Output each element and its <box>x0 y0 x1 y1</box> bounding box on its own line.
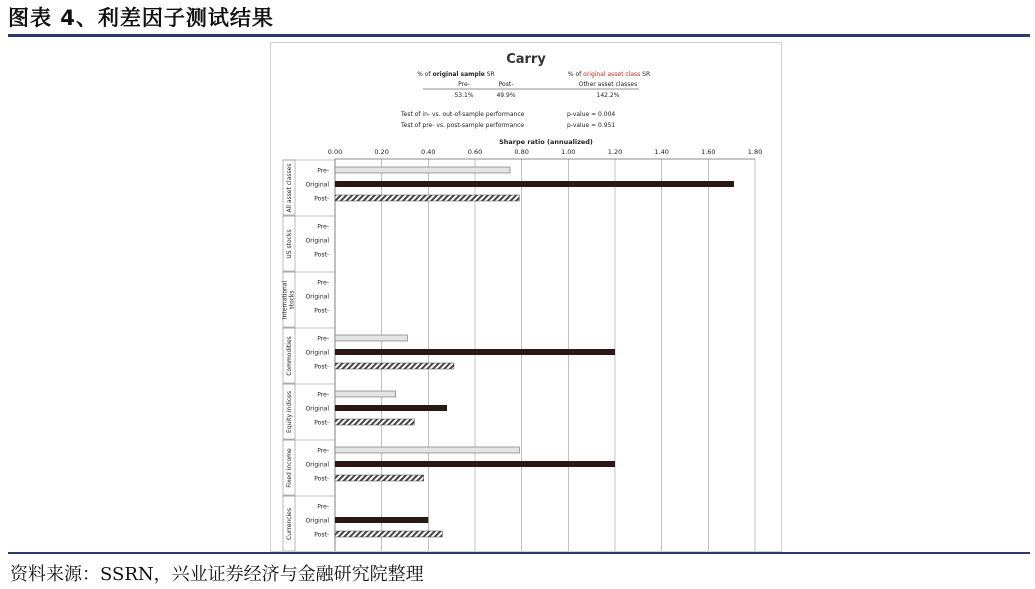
bar-original <box>335 349 615 355</box>
stats-col-post: Post- <box>498 81 514 88</box>
row-label: Post- <box>314 531 329 539</box>
test-label-2: Test of pre- vs. post-sample performance <box>401 122 525 129</box>
x-tick-label: 1.20 <box>607 148 623 156</box>
bar-original <box>335 461 615 467</box>
test-label-1: Test of in- vs. out-of-sample performance <box>401 111 525 118</box>
stats-right-heading: % of original asset class SR <box>567 71 651 78</box>
bar-pre <box>335 447 519 453</box>
x-tick-label: 1.60 <box>701 148 716 156</box>
x-tick-label: 1.00 <box>561 148 576 156</box>
row-label: Post- <box>314 363 329 371</box>
row-label: Pre- <box>317 447 329 455</box>
x-axis-label: Sharpe ratio (annualized) <box>499 138 593 146</box>
row-label: Original <box>305 181 329 189</box>
stats-left-heading: % of original sample SR <box>417 71 495 78</box>
x-tick-label: 0.20 <box>374 148 389 156</box>
row-label: Original <box>305 349 329 357</box>
stats-val-post: 49.9% <box>496 92 516 99</box>
group-label: Internationalstocks <box>281 280 296 320</box>
x-tick-label: 0.00 <box>327 148 343 156</box>
stats-table <box>417 71 650 99</box>
bar-original <box>335 405 447 411</box>
x-tick-label: 0.40 <box>421 148 436 156</box>
header-rule <box>8 34 1030 37</box>
row-label: Original <box>305 237 329 245</box>
bar-original <box>335 517 428 523</box>
row-label: Post- <box>314 307 329 315</box>
stats-right-subheading: Other asset classes <box>578 81 638 88</box>
row-label: Post- <box>314 195 329 203</box>
x-tick-label: 1.80 <box>747 148 763 156</box>
row-label: Pre- <box>317 503 329 511</box>
x-tick-label: 0.80 <box>514 148 529 156</box>
chart-panel <box>270 42 782 552</box>
source-note: 资料来源：SSRN，兴业证券经济与金融研究院整理 <box>10 564 424 585</box>
chart-title: Carry <box>506 52 546 67</box>
bar-post <box>335 363 454 369</box>
group-label: US stocks <box>286 229 293 259</box>
group-label: All asset classes <box>286 163 293 213</box>
row-label: Pre- <box>317 391 329 399</box>
stats-val-other: 142.2% <box>596 92 620 99</box>
test-value-1: p-value = 0.004 <box>567 111 616 118</box>
test-value-2: p-value = 0.951 <box>567 122 616 129</box>
x-tick-label: 0.60 <box>467 148 483 156</box>
carry-chart <box>271 43 781 551</box>
bar-pre <box>335 335 407 341</box>
stats-col-pre: Pre- <box>458 81 470 88</box>
bar-pre <box>335 167 510 173</box>
bar-pre <box>335 391 396 397</box>
bar-original <box>335 181 734 187</box>
row-label: Original <box>305 405 329 413</box>
stats-val-pre: 53.1% <box>454 92 474 99</box>
group-label: Equity indices <box>286 391 293 433</box>
row-label: Post- <box>314 475 329 483</box>
row-label: Original <box>305 461 329 469</box>
footer-rule <box>8 552 1030 554</box>
row-label: Pre- <box>317 223 329 231</box>
x-tick-label: 1.40 <box>654 148 669 156</box>
row-label: Original <box>305 517 329 525</box>
group-label: Fixed income <box>286 448 293 488</box>
bar-post <box>335 195 519 201</box>
test-results <box>400 111 615 129</box>
group-label: Currencies <box>286 508 293 540</box>
row-label: Pre- <box>317 335 329 343</box>
bar-post <box>335 419 414 425</box>
figure-title: 图表 4、利差因子测试结果 <box>8 6 274 30</box>
bar-post <box>335 475 424 481</box>
row-label: Post- <box>314 419 329 427</box>
bar-post <box>335 531 442 537</box>
group-label: Commodities <box>286 336 293 376</box>
row-label: Pre- <box>317 167 329 175</box>
row-label: Pre- <box>317 279 329 287</box>
row-label: Post- <box>314 251 329 259</box>
row-label: Original <box>305 293 329 301</box>
